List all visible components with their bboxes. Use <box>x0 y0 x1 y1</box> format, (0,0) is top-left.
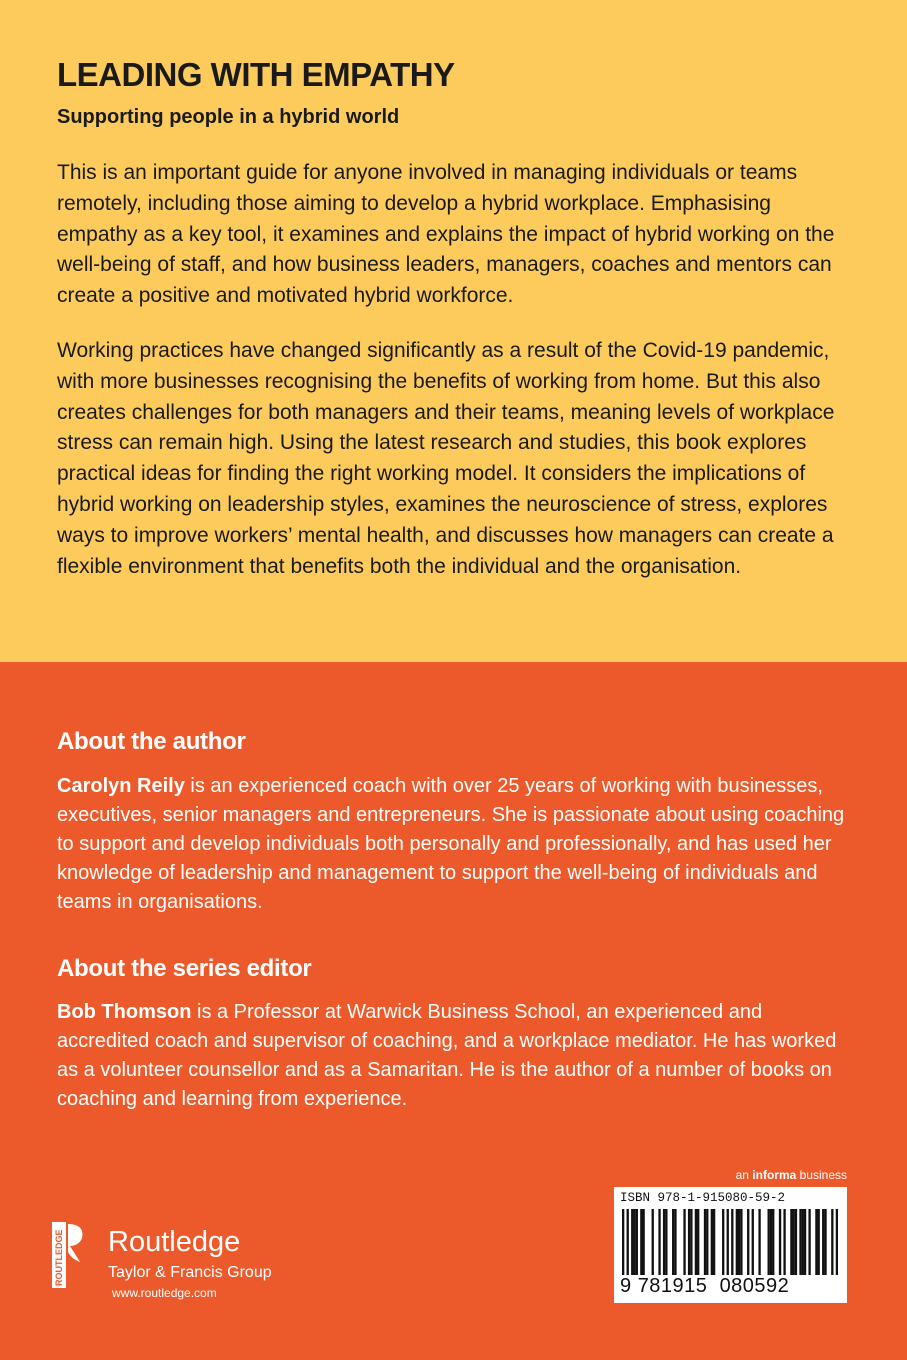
editor-bio-text: is a Professor at Warwick Business School, an experienced and accredited coach and supervisor of coaching, and a workplace mediator. He has worked as a volunteer counsellor and as a Samaritan. He is the author of a number of books on coaching and learning from experience. <box>57 1001 837 1110</box>
author-bio <box>57 772 847 917</box>
publisher-name: Routledge <box>108 1226 241 1258</box>
barcode-bar <box>636 1209 638 1275</box>
description-paragraph-2: Working practices have changed significantly as a result of the Covid-19 pandemic, with more businesses recognising the benefits of working from home. But this also creates challenges for both managers and their teams, meaning levels of workplace stress can remain high. Using the latest research and studies, this book explores practical ideas for finding the right working model. It considers the implications of hybrid working on leadership styles, examines the neuroscience of stress, explores ways to improve workers’ mental health, and discusses how managers can create a flexible environment that benefits both the individual and the organisation. <box>57 339 835 578</box>
book-title: LEADING WITH EMPATHY <box>57 56 455 93</box>
barcode-bar <box>663 1209 665 1275</box>
publisher-logo <box>52 1222 312 1302</box>
barcode-bar <box>688 1209 690 1275</box>
ean-digits <box>620 1275 789 1298</box>
barcode-bars <box>622 1209 838 1275</box>
barcode-bar <box>658 1209 660 1275</box>
barcode-bar <box>711 1209 713 1275</box>
publisher-url: www.routledge.com <box>112 1286 217 1300</box>
barcode-bar <box>706 1209 708 1275</box>
barcode-bar <box>836 1209 838 1275</box>
barcode-bar <box>736 1209 738 1275</box>
barcode-bar <box>831 1209 833 1275</box>
informa-business-label <box>736 1168 847 1182</box>
barcode-bar <box>652 1209 654 1275</box>
barcode-bar <box>727 1209 729 1275</box>
barcode-bar <box>674 1209 676 1275</box>
about-editor-heading: About the series editor <box>57 955 312 982</box>
barcode-bar <box>758 1209 760 1275</box>
informa-brand: informa <box>752 1168 797 1182</box>
publisher-group: Taylor & Francis Group <box>108 1264 272 1281</box>
barcode-bar <box>768 1209 770 1275</box>
barcode-bar <box>640 1209 642 1275</box>
barcode-bar <box>795 1209 797 1275</box>
barcode-bar <box>815 1209 817 1275</box>
barcode-bar <box>642 1209 644 1275</box>
routledge-vertical-wordmark: ROUTLEDGE <box>54 1229 64 1286</box>
editor-bio <box>57 998 847 1114</box>
barcode-bar <box>738 1209 740 1275</box>
author-name: Carolyn Reily <box>57 775 185 797</box>
barcode-bar <box>697 1209 699 1275</box>
barcode-bar <box>731 1209 733 1275</box>
ean-left-group: 781915 <box>637 1275 708 1297</box>
book-subtitle: Supporting people in a hybrid world <box>57 106 400 128</box>
informa-prefix: an <box>735 1168 753 1182</box>
ean-first-digit: 9 <box>620 1275 632 1297</box>
barcode-bar <box>783 1209 785 1275</box>
barcode-bar <box>793 1209 795 1275</box>
isbn-barcode <box>614 1187 847 1303</box>
barcode-bar <box>713 1209 715 1275</box>
barcode-bar <box>790 1209 792 1275</box>
barcode-bar <box>822 1209 824 1275</box>
barcode-bar <box>772 1209 774 1275</box>
barcode-bar <box>627 1209 629 1275</box>
barcode-bar <box>808 1209 810 1275</box>
barcode-bar <box>770 1209 772 1275</box>
isbn-label: ISBN 978-1-915080-59-2 <box>620 1191 786 1205</box>
barcode-bar <box>804 1209 806 1275</box>
barcode-bar <box>722 1209 724 1275</box>
barcode-bar <box>633 1209 635 1275</box>
barcode-bar <box>802 1209 804 1275</box>
author-bio-text: is an experienced coach with over 25 years of working with businesses, executives, senior managers and entrepreneurs. She is passionate about using coaching to support and develop individuals both personally and professionally, and has used her knowledge of leadership and management to support the well-being of individuals and teams in organisations. <box>57 775 845 913</box>
barcode-bar <box>683 1209 685 1275</box>
top-band <box>0 0 907 662</box>
barcode-bar <box>695 1209 697 1275</box>
barcode-bar <box>631 1209 633 1275</box>
description-paragraph-1: This is an important guide for anyone involved in managing individuals or teams remotely, including those aiming to develop a hybrid workplace. Emphasising empathy as a key tool, it examines and explains the impact of hybrid working on the well-being of staff, and how business leaders, managers, coaches and mentors can create a positive and motivated hybrid workforce. <box>57 161 835 308</box>
barcode-bar <box>747 1209 749 1275</box>
barcode-bar <box>818 1209 820 1275</box>
editor-name: Bob Thomson <box>57 1001 192 1023</box>
about-author-heading: About the author <box>57 728 246 755</box>
barcode-bar <box>704 1209 706 1275</box>
barcode-bar <box>799 1209 801 1275</box>
barcode-bar <box>622 1209 624 1275</box>
barcode-bar <box>690 1209 692 1275</box>
barcode-bar <box>740 1209 742 1275</box>
barcode-bar <box>672 1209 674 1275</box>
informa-suffix: business <box>796 1168 847 1182</box>
barcode-bar <box>779 1209 781 1275</box>
routledge-r-logo-icon <box>52 1222 84 1288</box>
ean-right-group: 080592 <box>719 1275 790 1297</box>
barcode-bar <box>824 1209 826 1275</box>
barcode-bar <box>752 1209 754 1275</box>
barcode-bar <box>665 1209 667 1275</box>
